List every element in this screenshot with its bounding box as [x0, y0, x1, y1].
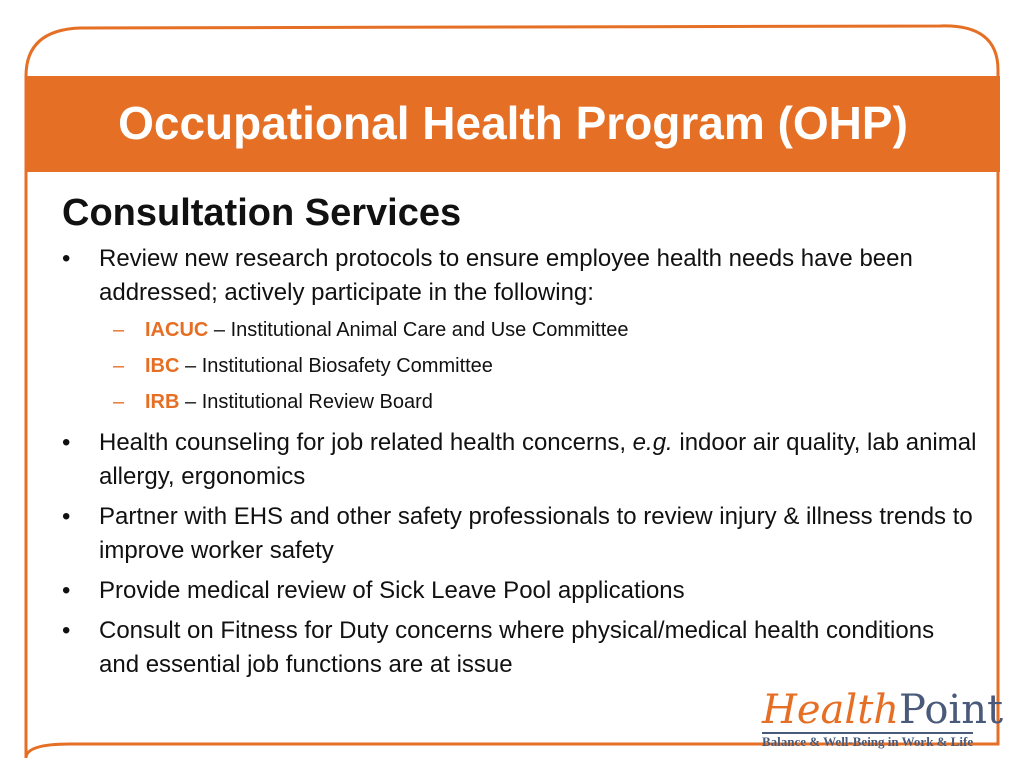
bullet-text-italic: e.g.	[632, 429, 673, 456]
logo-tagline: Balance & Well-Being in Work & Life	[762, 734, 974, 749]
sub-list	[99, 312, 977, 420]
logo-point-text: Point	[899, 687, 1004, 733]
bullet-text: Review new research protocols to ensure employee health needs have been addressed; actively participate in the following:	[99, 245, 913, 306]
bullet-item	[62, 500, 977, 568]
bullet-list	[62, 242, 977, 682]
bullet-icon: •	[62, 245, 71, 272]
slide-content	[62, 190, 977, 688]
dash-icon: –	[113, 355, 125, 377]
sub-item-desc: – Institutional Review Board	[179, 391, 433, 413]
logo-wordmark	[762, 688, 1012, 732]
dash-icon: –	[113, 391, 125, 413]
bullet-icon: •	[62, 503, 71, 530]
sub-item	[99, 384, 977, 420]
sub-item-desc: – Institutional Biosafety Committee	[179, 355, 493, 377]
bullet-icon: •	[62, 577, 71, 604]
bullet-icon: •	[62, 617, 71, 644]
bullet-item	[62, 614, 977, 682]
sub-item-abbr: IBC	[145, 355, 180, 377]
bullet-text: Partner with EHS and other safety professionals to review injury & illness trends to improve worker safety	[99, 503, 973, 564]
sub-item-desc: – Institutional Animal Care and Use Committee	[208, 319, 629, 341]
sub-item	[99, 348, 977, 384]
section-heading: Consultation Services	[62, 192, 462, 234]
bullet-text: indoor air quality, lab animal allergy, ergonomics	[99, 429, 977, 490]
healthpoint-logo	[762, 688, 1012, 748]
bullet-item	[62, 426, 977, 494]
sub-item	[99, 312, 977, 348]
slide-title: Occupational Health Program (OHP)	[118, 97, 908, 149]
bullet-icon: •	[62, 429, 71, 456]
logo-health-text: Health	[762, 687, 900, 733]
bullet-text: Health counseling for job related health concerns,	[99, 429, 633, 456]
bullet-item	[62, 242, 977, 420]
bullet-text: Provide medical review of Sick Leave Pool applications	[99, 577, 685, 604]
bullet-item	[62, 574, 977, 608]
sub-item-abbr: IACUC	[145, 319, 209, 341]
bullet-text: Consult on Fitness for Duty concerns where physical/medical health conditions and essential job functions are at issue	[99, 617, 935, 678]
sub-item-abbr: IRB	[145, 391, 180, 413]
dash-icon: –	[113, 319, 125, 341]
